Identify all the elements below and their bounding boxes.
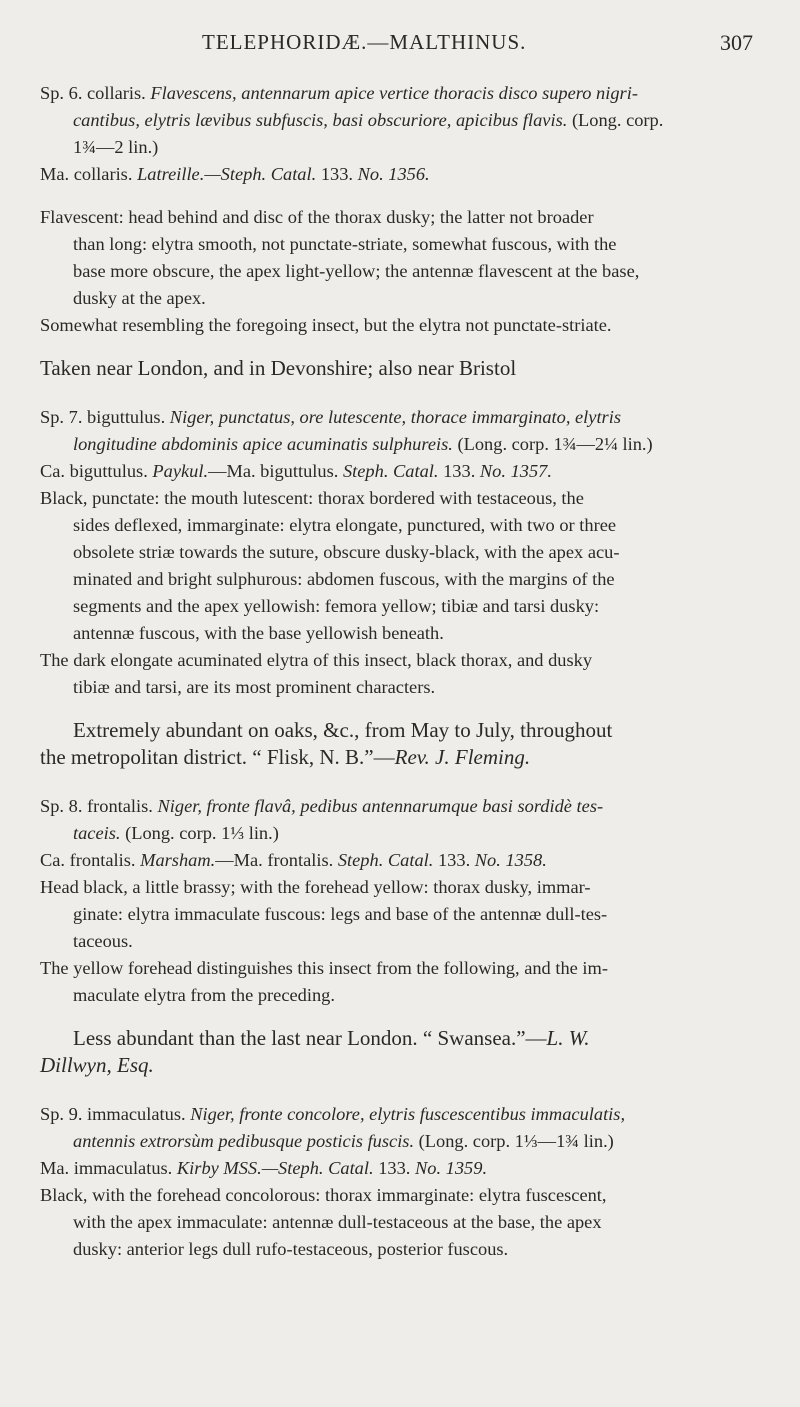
description-line: ginate: elytra immaculate fuscous: legs and base of the antennæ dull-tes- — [73, 904, 608, 924]
catalogue-page: 133. — [437, 850, 471, 870]
description-line: dusky at the apex. — [73, 288, 206, 308]
latin-diagnosis: Niger, punctatus, ore lutescente, thorace immarginato, elytris — [169, 407, 621, 427]
latin-diagnosis: cantibus, elytris lævibus subfuscis, basi obscuriore, apicibus flavis. — [73, 110, 568, 130]
species-label: Sp. 6. collaris. — [40, 83, 146, 103]
synonym-name: Ma. collaris. — [40, 164, 133, 184]
catalogue-reference: Steph. Catal. — [342, 461, 439, 481]
catalogue-page: 133. — [378, 1158, 411, 1178]
synonym-name: —Ma. biguttulus. — [208, 461, 339, 481]
catalogue-page: 133. — [320, 164, 353, 184]
synonymy — [40, 1155, 775, 1182]
latin-diagnosis: antennis extrorsùm pedibusque posticis fuscis. — [73, 1131, 415, 1151]
description-line: minated and bright sulphurous: abdomen fuscous, with the margins of the — [73, 569, 615, 589]
locality-quote: “ Swansea.”— — [422, 1026, 547, 1050]
species-heading — [40, 404, 775, 431]
body-length: (Long. corp. 1⅓ lin.) — [125, 823, 279, 843]
latin-diagnosis: taceis. — [73, 823, 121, 843]
description-line: antennæ fuscous, with the base yellowish beneath. — [73, 623, 444, 643]
synonym-authority: Kirby MSS.—Steph. Catal. — [176, 1158, 374, 1178]
remark: Somewhat resembling the foregoing insect, but the elytra not punctate-striate. — [40, 315, 612, 335]
description-line: segments and the apex yellowish: femora yellow; tibiæ and tarsi dusky: — [73, 596, 600, 616]
description-line: obsolete striæ towards the suture, obscure dusky-black, with the apex acu- — [73, 542, 620, 562]
species-heading — [40, 1101, 775, 1128]
synonym-authority: Paykul. — [152, 461, 209, 481]
latin-diagnosis-line — [40, 820, 775, 847]
body-length: 1¾—2 lin.) — [73, 137, 159, 157]
catalogue-number: No. 1357. — [479, 461, 552, 481]
synonym-name: Ca. biguttulus. — [40, 461, 148, 481]
synonymy — [40, 847, 775, 874]
synonymy — [40, 458, 775, 485]
remark-line: tibiæ and tarsi, are its most prominent characters. — [73, 677, 436, 697]
synonym-name: —Ma. frontalis. — [215, 850, 334, 870]
species-entry-collaris — [40, 80, 775, 382]
catalogue-reference: Steph. Catal. — [337, 850, 434, 870]
remark-line: The yellow forehead distinguishes this insect from the following, and the im- — [40, 958, 608, 978]
description-line: Black, with the forehead concolorous: thorax immarginate: elytra fuscescent, — [40, 1185, 607, 1205]
collector-name: L. W. — [546, 1026, 590, 1050]
habitat-note-line — [40, 1025, 775, 1052]
synonymy — [40, 161, 775, 188]
synonym-authority: Latreille.—Steph. Catal. — [137, 164, 317, 184]
page-body — [40, 80, 775, 1263]
remark-line: The dark elongate acuminated elytra of this insect, black thorax, and dusky — [40, 650, 593, 670]
catalogue-number: No. 1359. — [415, 1158, 488, 1178]
latin-diagnosis: Flavescens, antennarum apice vertice thoracis disco supero nigri- — [150, 83, 638, 103]
description-line: base more obscure, the apex light-yellow; the antennæ flavescent at the base, — [73, 261, 640, 281]
species-label: Sp. 8. frontalis. — [40, 796, 153, 816]
description-line: Black, punctate: the mouth lutescent: thorax bordered with testaceous, the — [40, 488, 584, 508]
remark-line: maculate elytra from the preceding. — [73, 985, 335, 1005]
page-header — [0, 30, 800, 60]
page-number: 307 — [720, 30, 753, 55]
habitat-note: Less abundant than the last near London. — [73, 1026, 418, 1050]
catalogue-page: 133. — [443, 461, 476, 481]
description-line: than long: elytra smooth, not punctate-striate, somewhat fuscous, with the — [73, 234, 617, 254]
latin-diagnosis-line — [40, 107, 775, 134]
collector-name: Dillwyn, Esq. — [40, 1053, 154, 1077]
body-length: (Long. corp. — [571, 110, 664, 130]
synonym-name: Ma. immaculatus. — [40, 1158, 173, 1178]
habitat-note: Extremely abundant on oaks, &c., from May to July, throughout — [73, 718, 613, 742]
description-line: Head black, a little brassy; with the forehead yellow: thorax dusky, immar- — [40, 877, 591, 897]
latin-diagnosis: Niger, fronte concolore, elytris fuscescentibus immaculatis, — [190, 1104, 626, 1124]
description-line: with the apex immaculate: antennæ dull-testaceous at the base, the apex — [73, 1212, 602, 1232]
species-heading — [40, 793, 775, 820]
species-label: Sp. 9. immaculatus. — [40, 1104, 186, 1124]
habitat-note: Taken near London, and in Devonshire; also near Bristol — [40, 356, 517, 380]
habitat-note-line — [40, 744, 775, 771]
catalogue-number: No. 1356. — [357, 164, 430, 184]
synonym-name: Ca. frontalis. — [40, 850, 136, 870]
body-length: (Long. corp. 1⅓—1¾ lin.) — [418, 1131, 614, 1151]
collector-name: Rev. J. Fleming. — [394, 745, 531, 769]
species-entry-biguttulus — [40, 404, 775, 771]
synonym-authority: Marsham. — [140, 850, 216, 870]
catalogue-number: No. 1358. — [474, 850, 547, 870]
species-entry-frontalis — [40, 793, 775, 1079]
habitat-note: the metropolitan district. — [40, 745, 248, 769]
description-line: dusky: anterior legs dull rufo-testaceous, posterior fuscous. — [73, 1239, 509, 1259]
description-line: sides deflexed, immarginate: elytra elongate, punctured, with two or three — [73, 515, 617, 535]
description-line: taceous. — [73, 931, 133, 951]
species-heading — [40, 80, 775, 107]
latin-diagnosis-line — [40, 1128, 775, 1155]
running-head: TELEPHORIDÆ.—MALTHINUS. — [202, 30, 527, 54]
species-label: Sp. 7. biguttulus. — [40, 407, 166, 427]
species-entry-immaculatus — [40, 1101, 775, 1263]
latin-diagnosis: Niger, fronte flavâ, pedibus antennarumque basi sordidè tes- — [157, 796, 604, 816]
locality-quote: “ Flisk, N. B.”— — [252, 745, 395, 769]
latin-diagnosis: longitudine abdominis apice acuminatis sulphureis. — [73, 434, 453, 454]
body-length: (Long. corp. 1¾—2¼ lin.) — [457, 434, 653, 454]
description-line: Flavescent: head behind and disc of the thorax dusky; the latter not broader — [40, 207, 594, 227]
latin-diagnosis-line — [40, 431, 775, 458]
